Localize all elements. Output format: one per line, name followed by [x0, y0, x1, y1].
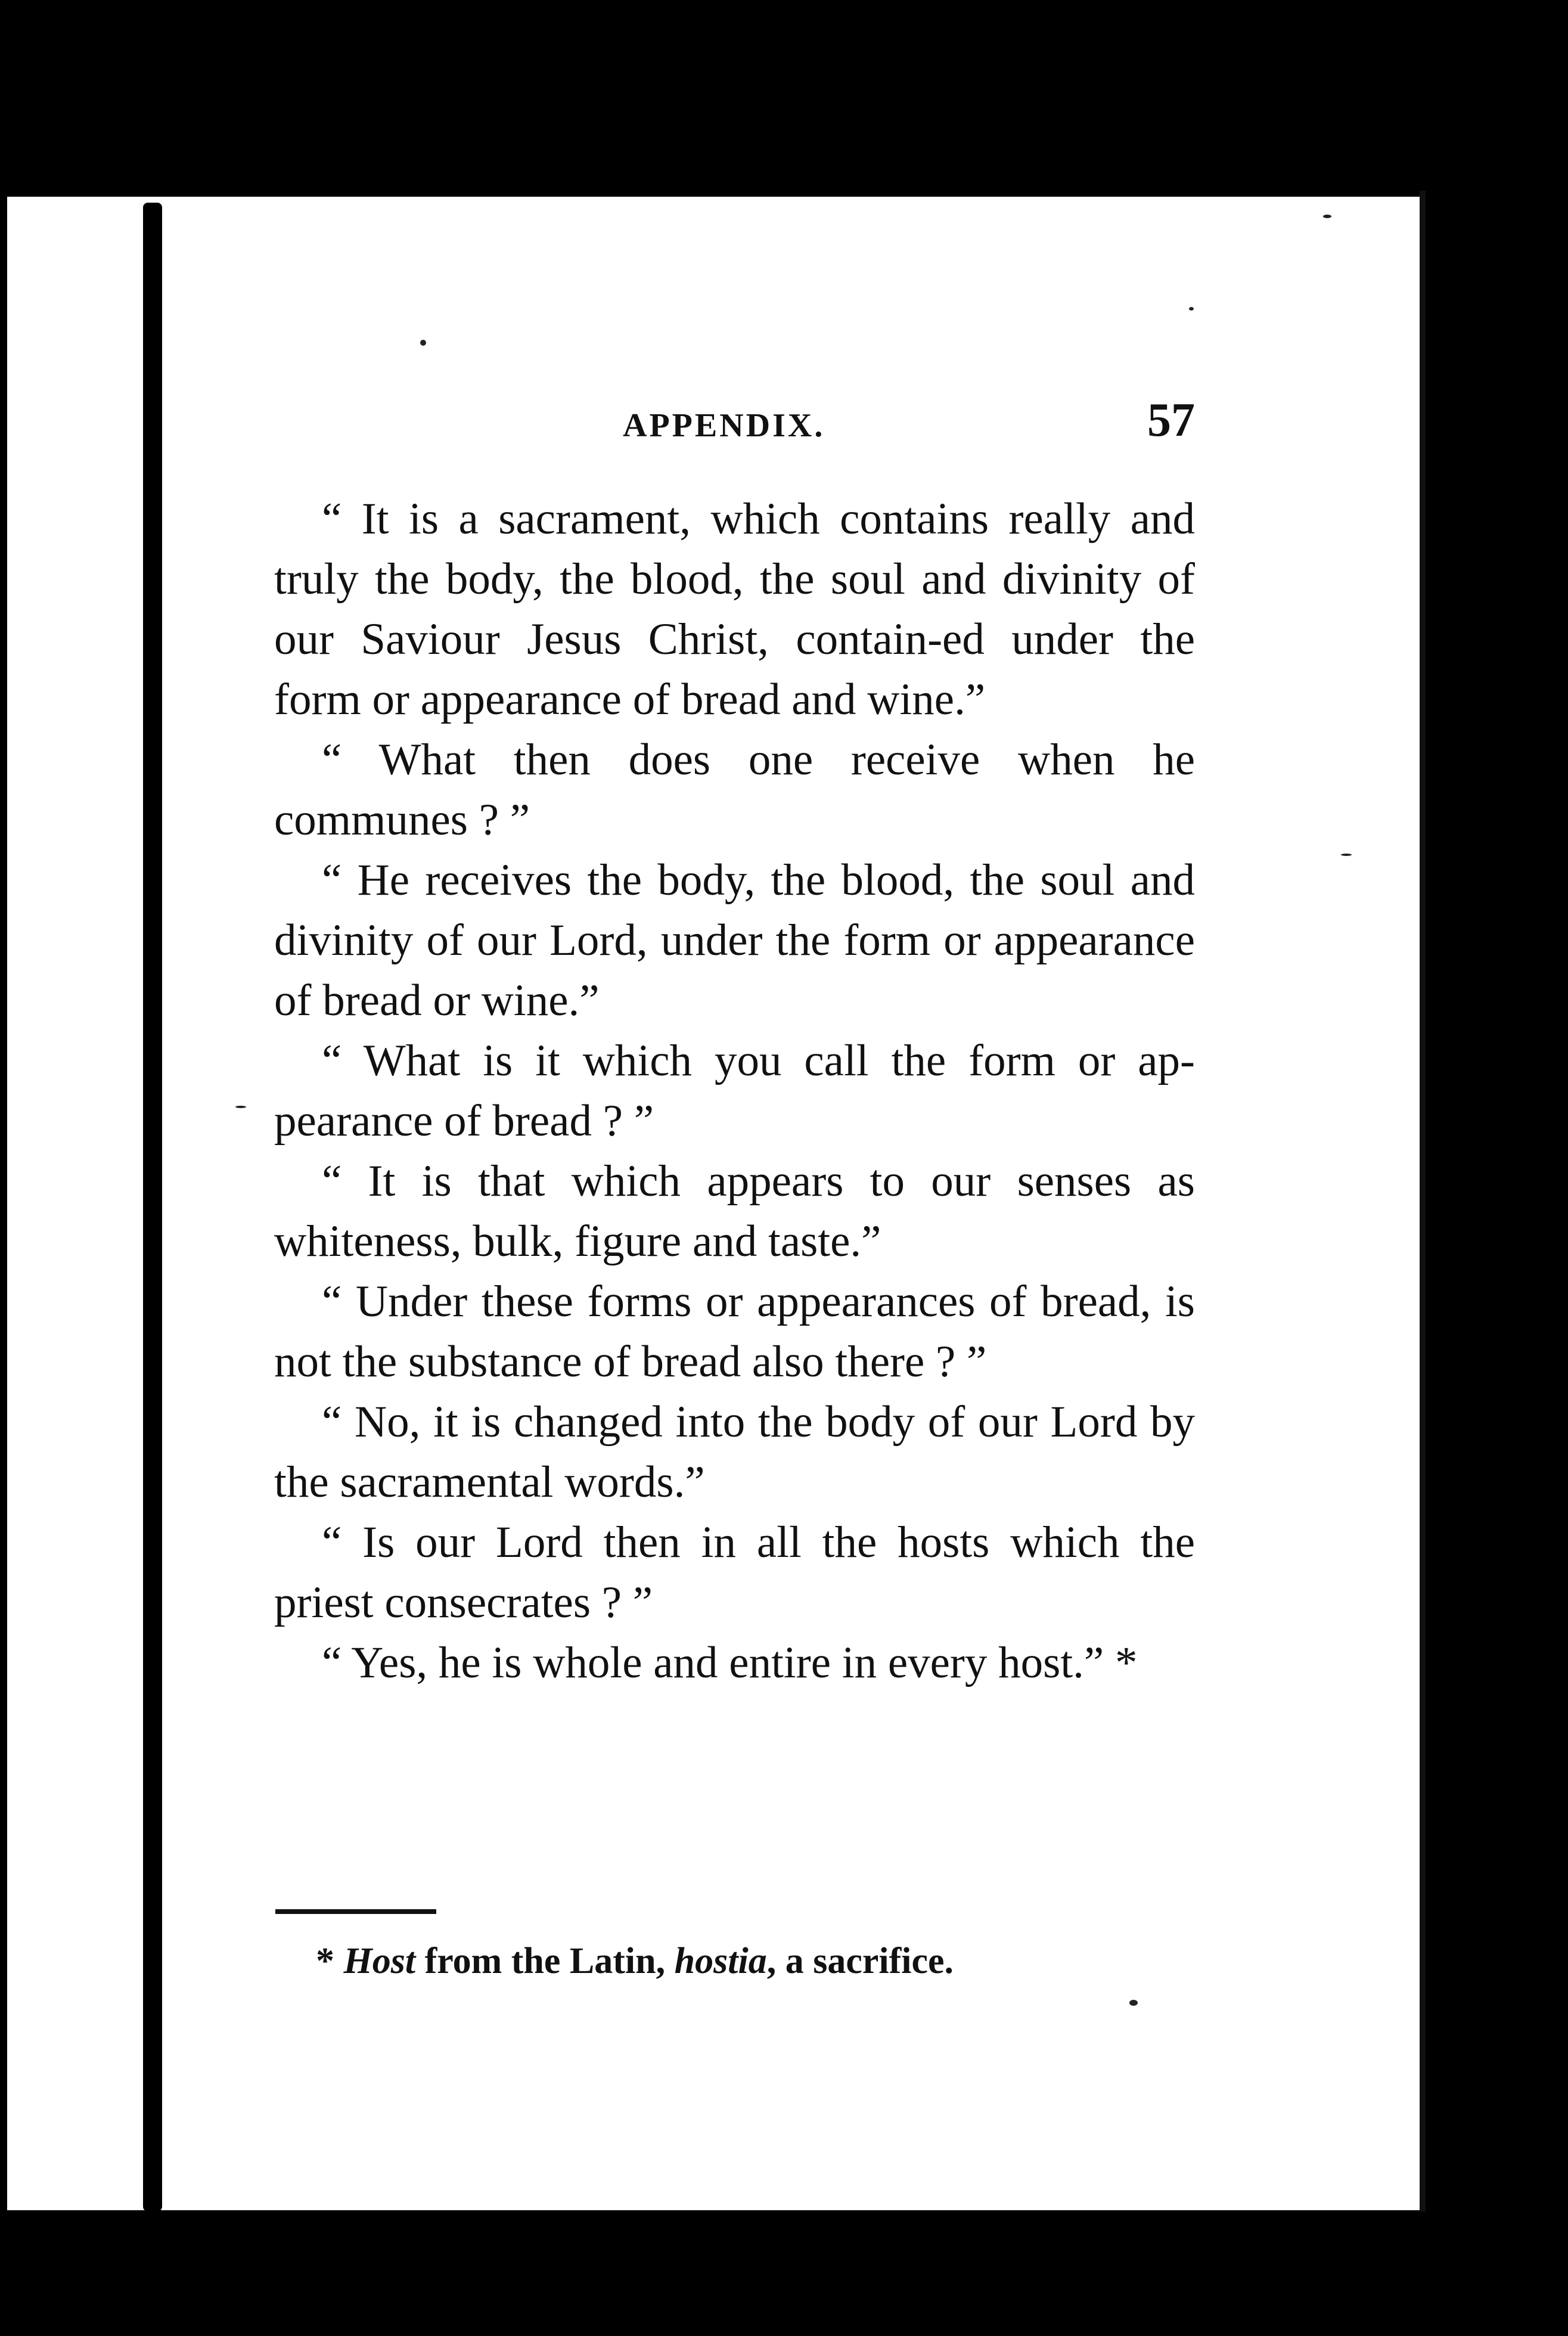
paragraph: “ He receives the body, the blood, the soul and divinity of our Lord, under the form or appearance of bread or wine.” [274, 855, 1195, 1025]
paragraph: “ Yes, he is whole and entire in every host.” * [322, 1638, 1138, 1687]
footnote [316, 1940, 954, 1983]
paragraph: “ It is a sacrament, which contains really and truly the body, the blood, the soul and divinity of our Saviour Jesus Christ, contain-ed under the form or appearance of bread and wine.” [274, 494, 1195, 724]
body-text [274, 489, 1195, 1693]
footnote-text-end: , a sacrifice. [766, 1941, 954, 1981]
scan-speck [1129, 2000, 1138, 2006]
paragraph: “ What then does one receive when he communes ? ” [274, 735, 1195, 845]
scan-speck [1341, 854, 1352, 856]
scan-speck [1189, 307, 1194, 311]
page-number: 57 [1147, 394, 1195, 446]
footnote-rule [275, 1909, 436, 1914]
footnote-latin: hostia [674, 1941, 767, 1981]
running-head: APPENDIX. [623, 407, 825, 444]
scan-speck [420, 340, 426, 346]
paragraph: “ No, it is changed into the body of our Lord by the sacramental words.” [274, 1397, 1195, 1507]
page-right-edge [1420, 191, 1426, 2211]
paragraph: “ What is it which you call the form or ap-pearance of bread ? ” [274, 1036, 1195, 1146]
book-spine [143, 203, 162, 2211]
footnote-term: Host [343, 1941, 416, 1981]
paragraph: “ Is our Lord then in all the hosts which the priest consecrates ? ” [274, 1518, 1195, 1627]
paragraph: “ It is that which appears to our senses as whiteness, bulk, figure and taste.” [274, 1156, 1195, 1266]
scan-speck [1323, 215, 1331, 218]
footnote-text: from the Latin, [415, 1941, 675, 1981]
paragraph: “ Under these forms or appearances of bread, is not the substance of bread also there ? ” [274, 1277, 1195, 1386]
scan-speck [235, 1106, 246, 1108]
page-header [271, 393, 1195, 465]
footnote-marker: * [316, 1941, 334, 1981]
